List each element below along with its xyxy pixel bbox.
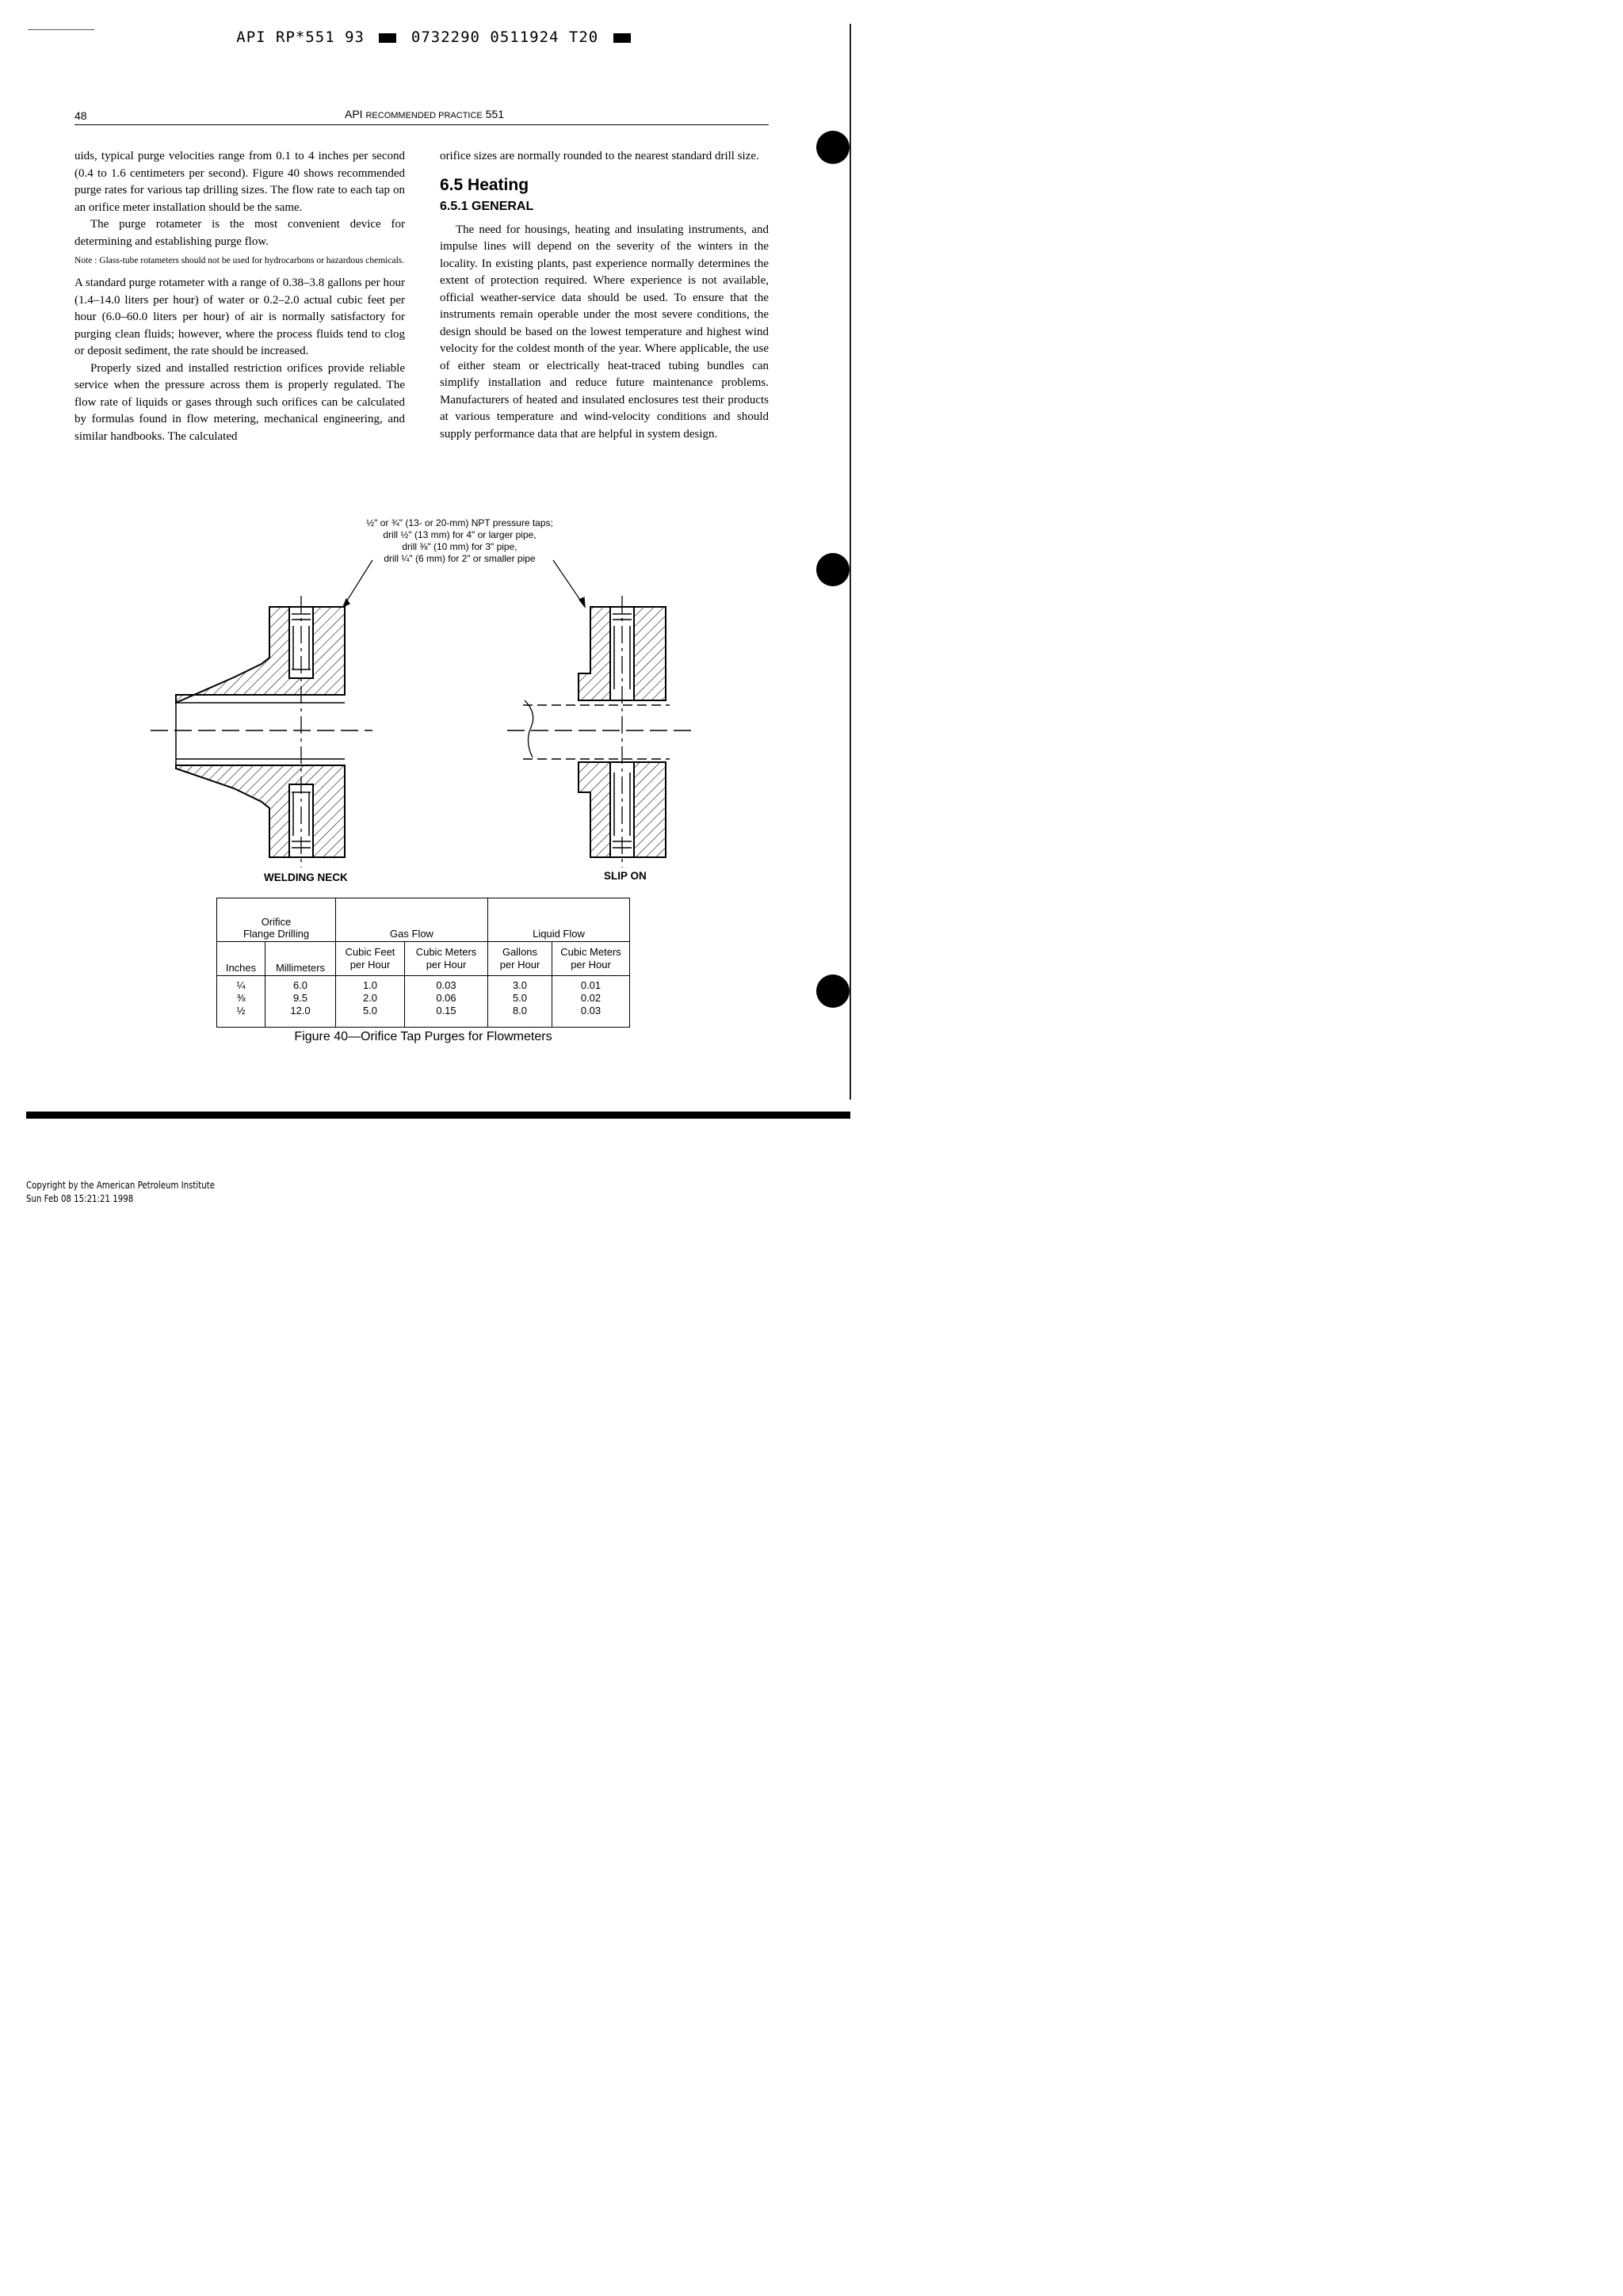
flange-drawing — [0, 0, 872, 871]
paragraph: uids, typical purge velocities range from 0.1 to 4 inches per second (0.4 to 1.6 centimeters per second). Figure 40 shows recommended purge rates for various tap drilling sizes. The flow rate to each tap on an orifice meter installation should be the same. — [74, 150, 405, 214]
timestamp-line: Sun Feb 08 15:21:21 1998 — [26, 1193, 134, 1204]
document-code-b: 0732290 0511924 T20 — [411, 29, 599, 46]
paragraph: A standard purge rotameter with a range of 0.38–3.8 gallons per hour (1.4–14.0 liters per hour) of water or 0.2–2.0 actual cubic feet per hour (6.0–60.0 liters per hour) of air is normally satisfactory for purging clean fluids; however, where the process fluids tend to clog or deposit sediment, the rate should be increased. — [74, 277, 405, 357]
paragraph: The purge rotameter is the most convenient device for determining and establishing purge flow. — [74, 218, 405, 248]
cell-liquid-gallons: 3.0 5.0 8.0 — [488, 976, 552, 1028]
leader-lines — [343, 560, 585, 607]
group-liquid-header: Liquid Flow — [488, 898, 630, 942]
copyright-line: Copyright by the American Petroleum Institute — [26, 1180, 215, 1191]
cell-liquid-cubic-meters: 0.01 0.02 0.03 — [552, 976, 630, 1028]
col-header: Cubic Feet per Hour — [336, 942, 405, 976]
col-header: Millimeters — [265, 942, 336, 976]
cell-gas-cubic-meters: 0.03 0.06 0.15 — [405, 976, 488, 1028]
slip-on-flange — [507, 596, 697, 868]
figure-caption: Figure 40—Orifice Tap Purges for Flowmeters — [294, 1030, 552, 1043]
label-slip-on: SLIP ON — [604, 870, 647, 882]
col-header: Cubic Meters per Hour — [405, 942, 488, 976]
welding-neck-flange — [151, 596, 372, 868]
col-header: Inches — [217, 942, 265, 976]
callout-line: drill ⅜" (10 mm) for 3" pipe, — [402, 541, 517, 552]
callout-line: drill ½" (13 mm) for 4" or larger pipe, — [383, 529, 537, 540]
copyright-footer — [26, 1179, 215, 1206]
callout-line: ½" or ¾" (13- or 20-mm) NPT pressure taps; — [366, 517, 553, 528]
running-head: API RECOMMENDED PRACTICE 551 — [345, 108, 505, 120]
purge-rate-table — [216, 898, 630, 1028]
label-welding-neck: WELDING NECK — [264, 871, 348, 883]
col-header: Gallons per Hour — [488, 942, 552, 976]
cell-inches: ¼ ⅜ ½ — [217, 976, 265, 1028]
col-header: Cubic Meters per Hour — [552, 942, 630, 976]
cell-gas-cubic-feet: 1.0 2.0 5.0 — [336, 976, 405, 1028]
cell-millimeters: 6.0 9.5 12.0 — [265, 976, 336, 1028]
document-code-a: API RP*551 93 — [236, 29, 365, 46]
group-gas-header: Gas Flow — [336, 898, 488, 942]
paragraph: orifice sizes are normally rounded to the nearest standard drill size. — [440, 150, 759, 162]
page-number: 48 — [74, 109, 87, 122]
paragraph: Properly sized and installed restriction orifices provide reliable service when the pressure across them is properly regulated. The flow rate of liquids or gases through such orifices can be calculated by formulas found in flow metering, mechanical engineering, and similar handbooks. The calculated — [74, 361, 405, 443]
subsection-heading: 6.5.1 GENERAL — [440, 200, 534, 213]
group-orifice-header: Orifice Flange Drilling — [217, 898, 336, 942]
paragraph: The need for housings, heating and insulating instruments, and impulse lines will depend on the severity of the winters in the locality. In existing plants, past experience normally determines the extent of protection required. Where experience is not available, official weather-service data should be used. To ensure that the instruments remain operable under the most severe conditions, the design should be based on the lowest temperature and highest wind velocity for the coldest month of the year. Where applicable, the use of either steam or electrically heat-traced tubing bundles can simplify installation and reduce future maintenance problems. Manufacturers of heated and insulated enclosures test their products at various temperature and wind-velocity conditions and should supply performance data that are helpful in system design. — [440, 223, 769, 441]
callout-line: drill ¼" (6 mm) for 2" or smaller pipe — [384, 553, 536, 564]
section-heading: 6.5 Heating — [440, 175, 529, 194]
punch-hole — [816, 974, 850, 1008]
footer-rule — [26, 1112, 850, 1119]
note: Note : Glass-tube rotameters should not be used for hydrocarbons or hazardous chemicals. — [74, 256, 405, 265]
running-head-title: RECOMMENDED PRACTICE — [365, 111, 483, 120]
